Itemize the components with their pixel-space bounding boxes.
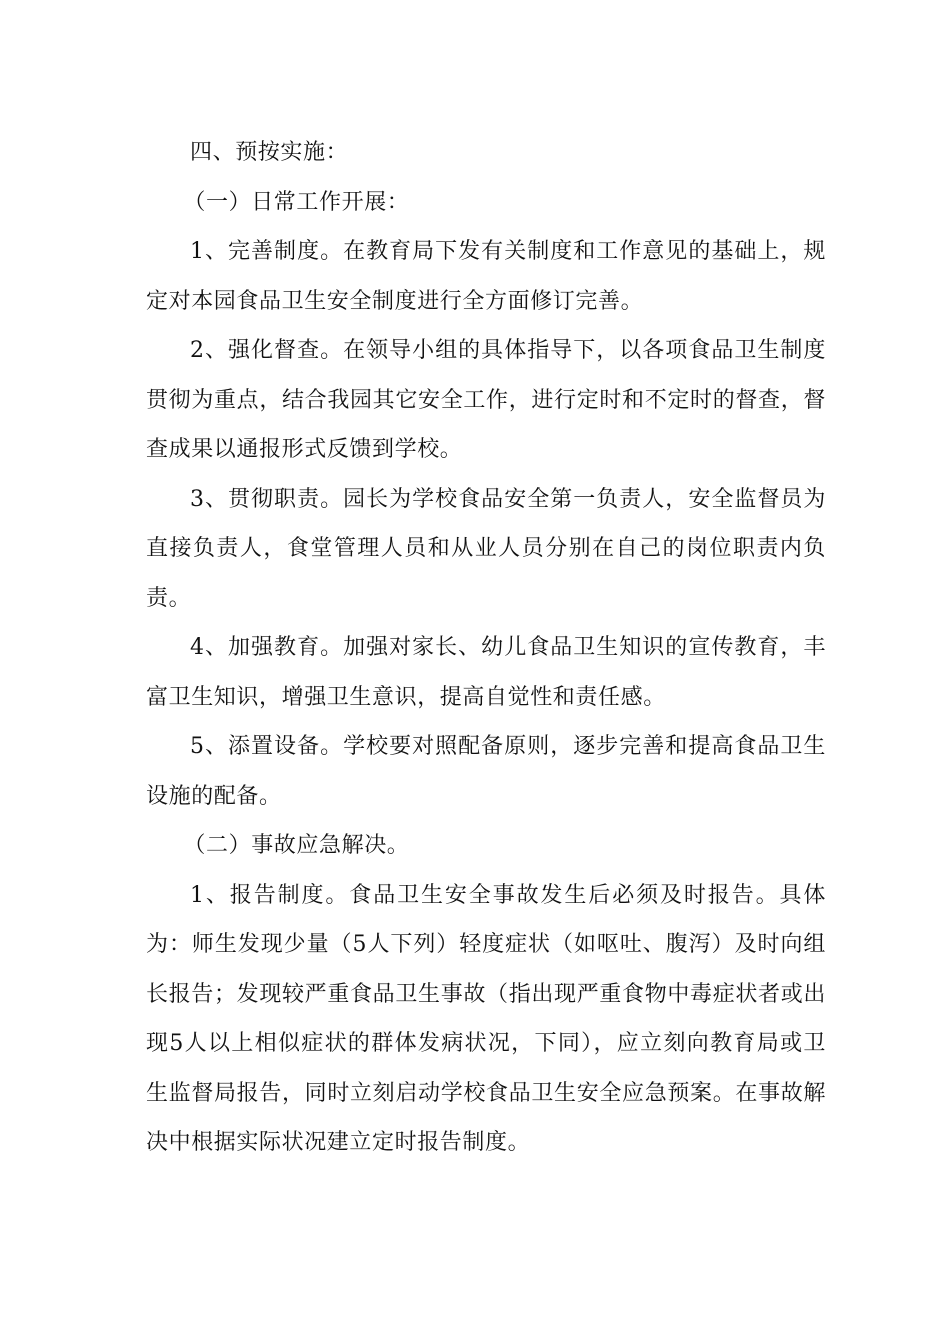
paragraph-strengthen-education: 4、加强教育。加强对家长、幼儿食品卫生知识的宣传教育，丰富卫生知识，增强卫生意识，提高自觉性和责任感。 [146, 635, 826, 710]
paragraph-implement-responsibility: 3、贯彻职责。园长为学校食品安全第一负责人，安全监督员为直接负责人，食堂管理人员和从业人员分别在自己的岗位职责内负责。 [146, 486, 826, 611]
subsection-heading-emergency: （二）事故应急解决。 [183, 833, 410, 858]
section-heading: 四、预按实施： [190, 140, 349, 165]
paragraph-add-equipment: 5、添置设备。学校要对照配备原则，逐步完善和提高食品卫生设施的配备。 [146, 734, 826, 809]
paragraph-strengthen-inspection: 2、强化督查。在领导小组的具体指导下，以各项食品卫生制度贯彻为重点，结合我园其它安全工作，进行定时和不定时的督查，督查成果以通报形式反馈到学校。 [146, 338, 826, 462]
document-body [146, 128, 826, 1168]
paragraph-improve-system: 1、完善制度。在教育局下发有关制度和工作意见的基础上，规定对本园食品卫生安全制度进行全方面修订完善。 [146, 239, 826, 314]
subsection-heading-daily-work: （一）日常工作开展： [183, 189, 410, 215]
paragraph-reporting-system: 1、报告制度。食品卫生安全事故发生后必须及时报告。具体为：师生发现少量（5人下列）轻度症状（如呕吐、腹泻）及时向组长报告；发现较严重食品卫生事故（指出现严重食物中毒症状者或出现5人以上相似症状的群体发病状况，下同），应立刻向教育局或卫生监督局报告，同时立刻启动学校食品卫生安全应急预案。在事故解决中根据实际状况建立定时报告制度。 [146, 882, 826, 1155]
